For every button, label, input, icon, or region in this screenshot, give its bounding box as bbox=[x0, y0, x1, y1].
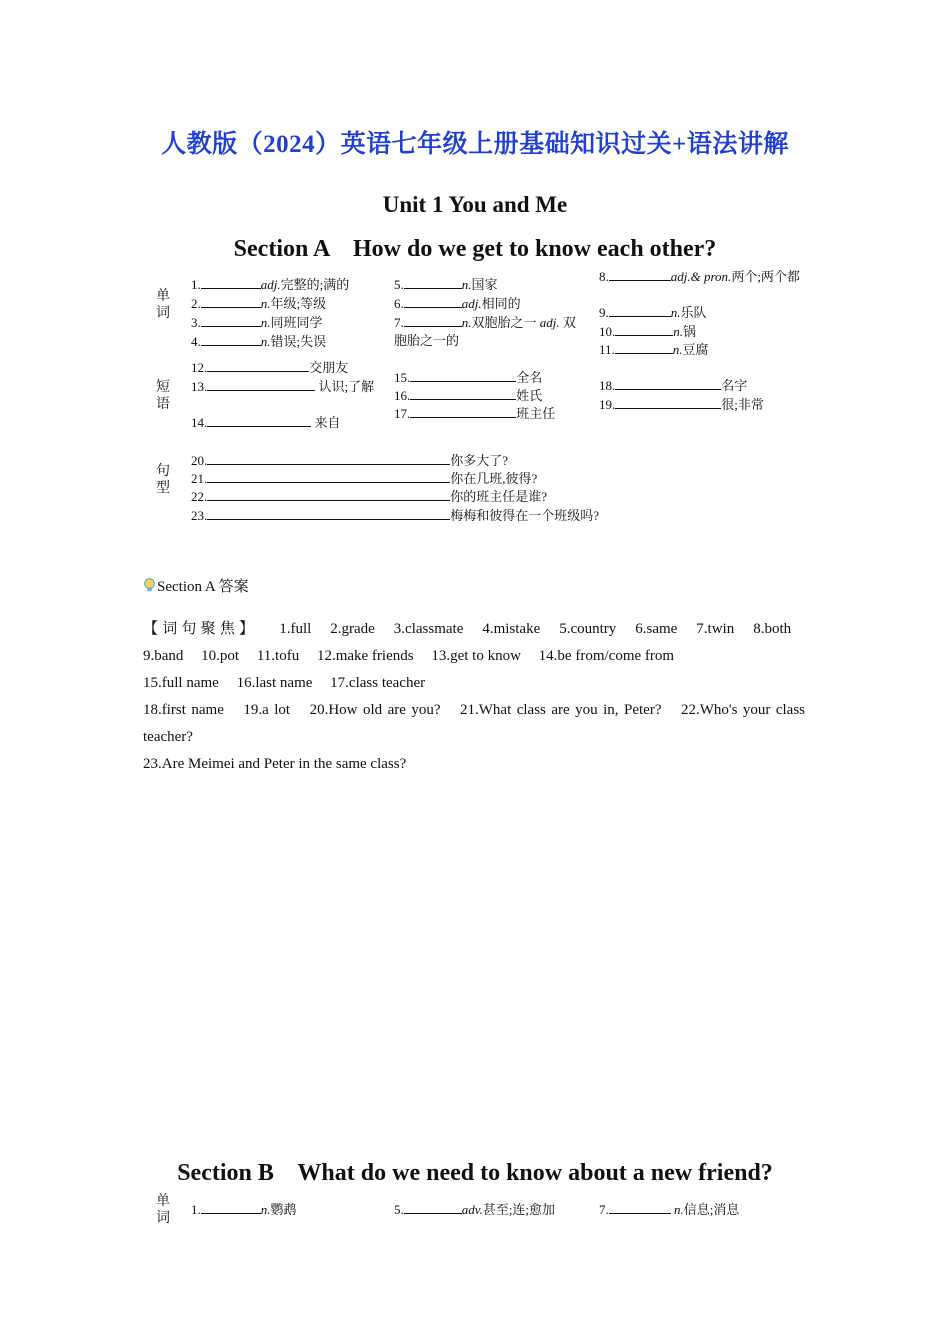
answer-label bbox=[143, 575, 249, 596]
answer-blank[interactable] bbox=[410, 369, 516, 382]
item-number: 1. bbox=[191, 1202, 201, 1217]
item-number: 16. bbox=[394, 388, 411, 403]
item-number: 11. bbox=[599, 342, 615, 357]
part-of-speech: n. bbox=[673, 324, 683, 339]
part-of-speech: n. bbox=[260, 1202, 271, 1217]
word-item bbox=[394, 295, 521, 313]
answer-blank[interactable] bbox=[609, 268, 671, 281]
item-number: 19. bbox=[599, 397, 616, 412]
answer-item: 6.same bbox=[635, 621, 678, 637]
word-item bbox=[191, 333, 326, 351]
part-of-speech: adj. bbox=[461, 296, 482, 311]
answer-blank[interactable] bbox=[201, 314, 261, 327]
answers-block bbox=[143, 616, 805, 778]
item-number: 6. bbox=[394, 296, 404, 311]
answer-item: 14.be from/come from bbox=[538, 648, 675, 664]
phrase-item bbox=[191, 378, 383, 396]
item-number: 20. bbox=[191, 453, 208, 468]
item-number: 1. bbox=[191, 277, 201, 292]
answer-item: 18.first name bbox=[143, 702, 224, 718]
item-number: 5. bbox=[394, 277, 404, 292]
words-label: 单词 bbox=[156, 289, 170, 321]
word-meaning: 完整的;满的 bbox=[280, 277, 350, 292]
answers-heading: 【词句聚焦】 bbox=[143, 621, 259, 637]
answer-item: 19.a lot bbox=[243, 702, 291, 718]
answer-blank[interactable] bbox=[615, 341, 673, 354]
part-of-speech: n. bbox=[674, 1202, 684, 1217]
item-number: 2. bbox=[191, 296, 201, 311]
phrase-meaning: 来自 bbox=[314, 415, 341, 430]
answer-blank[interactable] bbox=[207, 507, 450, 520]
answer-blank[interactable] bbox=[609, 304, 671, 317]
part-of-speech: n. bbox=[670, 305, 681, 320]
phrase-item bbox=[599, 396, 764, 414]
answer-blank[interactable] bbox=[410, 405, 516, 418]
word-meaning: 锅 bbox=[683, 324, 697, 339]
item-number: 7. bbox=[599, 1202, 609, 1217]
answer-blank[interactable] bbox=[201, 295, 261, 308]
phrase-item bbox=[394, 405, 555, 423]
phrase-item bbox=[394, 369, 542, 387]
answer-blank[interactable] bbox=[615, 323, 673, 336]
item-number: 13. bbox=[191, 379, 208, 394]
item-number: 5. bbox=[394, 1202, 404, 1217]
item-number: 9. bbox=[599, 305, 609, 320]
answer-item: 13.get to know bbox=[431, 648, 521, 664]
answer-blank[interactable] bbox=[201, 1201, 261, 1214]
unit-title: Unit 1 You and Me bbox=[382, 192, 568, 217]
word-item bbox=[394, 276, 498, 294]
answer-item: 10.pot bbox=[201, 648, 240, 664]
answer-item: 23.Are Meimei and Peter in the same class? bbox=[143, 756, 407, 772]
word-meaning: 鹦鹉 bbox=[270, 1202, 297, 1217]
word-item bbox=[191, 295, 326, 313]
section-b-title: Section B What do we need to know about a new friend? bbox=[177, 1160, 773, 1186]
word-meaning: 豆腐 bbox=[682, 342, 709, 357]
answer-item: 5.country bbox=[559, 621, 617, 637]
sentence-meaning: 你多大了? bbox=[450, 453, 509, 468]
answer-label-text: Section A 答案 bbox=[157, 579, 249, 595]
answer-blank[interactable] bbox=[201, 333, 261, 346]
word-item bbox=[599, 1201, 739, 1219]
phrase-meaning: 很;非常 bbox=[721, 397, 764, 412]
part-of-speech: n. bbox=[260, 296, 271, 311]
part-of-speech: n. bbox=[461, 277, 472, 292]
answer-item: 9.band bbox=[143, 648, 184, 664]
sentence-item bbox=[191, 488, 547, 506]
word-meaning: 国家 bbox=[471, 277, 498, 292]
answer-blank[interactable] bbox=[207, 470, 450, 483]
answer-item: 17.class teacher bbox=[330, 675, 426, 691]
phrase-meaning: 认识;了解 bbox=[318, 379, 375, 394]
answer-blank[interactable] bbox=[615, 396, 721, 409]
answer-blank[interactable] bbox=[404, 295, 462, 308]
phrases-label: 短语 bbox=[156, 380, 170, 412]
phrase-meaning: 交朋友 bbox=[309, 360, 349, 375]
section-a-title: Section A How do we get to know each other? bbox=[233, 236, 717, 262]
answer-blank[interactable] bbox=[207, 378, 315, 391]
item-number: 15. bbox=[394, 370, 411, 385]
answer-item: 4.mistake bbox=[482, 621, 541, 637]
answer-item: 7.twin bbox=[696, 621, 735, 637]
word-meaning: 双胞胎之一的 bbox=[394, 315, 576, 348]
sentences-label: 句型 bbox=[156, 464, 170, 496]
item-number: 10. bbox=[599, 324, 616, 339]
item-number: 12. bbox=[191, 360, 208, 375]
sentence-item bbox=[191, 507, 599, 525]
phrase-item bbox=[191, 359, 348, 377]
phrase-meaning: 全名 bbox=[516, 370, 543, 385]
word-meaning: 乐队 bbox=[680, 305, 707, 320]
word-item bbox=[394, 314, 586, 350]
answer-blank[interactable] bbox=[207, 359, 309, 372]
phrase-meaning: 姓氏 bbox=[516, 388, 543, 403]
word-meaning: 甚至;连;愈加 bbox=[482, 1202, 556, 1217]
answer-blank[interactable] bbox=[410, 387, 516, 400]
sentence-meaning: 梅梅和彼得在一个班级吗? bbox=[450, 508, 600, 523]
answer-item: 8.both bbox=[753, 621, 792, 637]
answer-item: 22.Who's your class teacher? bbox=[143, 702, 806, 745]
word-meaning: 年级;等级 bbox=[270, 296, 327, 311]
word-item bbox=[191, 314, 323, 332]
word-item bbox=[599, 304, 707, 322]
item-number: 4. bbox=[191, 334, 201, 349]
answer-item: 16.last name bbox=[236, 675, 313, 691]
sentence-item bbox=[191, 452, 508, 470]
part-of-speech: n. bbox=[260, 315, 271, 330]
item-number: 3. bbox=[191, 315, 201, 330]
phrase-item bbox=[191, 414, 341, 432]
sentence-meaning: 你的班主任是谁? bbox=[450, 489, 548, 504]
phrase-meaning: 名字 bbox=[721, 378, 748, 393]
part-of-speech: adv. bbox=[461, 1202, 483, 1217]
answer-item: 21.What class are you in, Peter? bbox=[460, 702, 662, 718]
answer-blank[interactable] bbox=[609, 1201, 671, 1214]
answer-item: 3.classmate bbox=[393, 621, 464, 637]
answer-blank[interactable] bbox=[207, 488, 450, 501]
word-meaning: 相同的 bbox=[481, 296, 521, 311]
answer-blank[interactable] bbox=[404, 314, 462, 327]
word-meaning: 双胞胎之一 bbox=[471, 315, 537, 330]
word-item bbox=[599, 341, 709, 359]
words-label: 单词 bbox=[156, 1194, 170, 1226]
phrase-meaning: 班主任 bbox=[516, 406, 556, 421]
word-item bbox=[599, 323, 696, 341]
answer-blank[interactable] bbox=[207, 452, 450, 465]
part-of-speech: n. bbox=[461, 315, 472, 330]
part-of-speech: adj. bbox=[260, 277, 281, 292]
word-item bbox=[394, 1201, 555, 1219]
word-item bbox=[599, 268, 804, 286]
item-number: 8. bbox=[599, 269, 609, 284]
answer-item: 1.full bbox=[279, 621, 312, 637]
item-number: 7. bbox=[394, 315, 404, 330]
word-item bbox=[191, 276, 349, 294]
document-title: 人教版（2024）英语七年级上册基础知识过关+语法讲解 bbox=[161, 131, 789, 158]
sentence-meaning: 你在几班,彼得? bbox=[450, 471, 538, 486]
word-meaning: 两个;两个都 bbox=[731, 269, 800, 284]
item-number: 22. bbox=[191, 489, 208, 504]
part-of-speech: n. bbox=[260, 334, 271, 349]
answer-item: 15.full name bbox=[143, 675, 219, 691]
answer-blank[interactable] bbox=[201, 276, 261, 289]
part-of-speech: n. bbox=[672, 342, 683, 357]
item-number: 23. bbox=[191, 508, 208, 523]
answer-item: 11.tofu bbox=[256, 648, 300, 664]
word-meaning: 信息;消息 bbox=[683, 1202, 740, 1217]
part-of-speech: adj.& pron. bbox=[670, 269, 732, 284]
answer-blank[interactable] bbox=[404, 276, 462, 289]
phrase-item bbox=[599, 377, 747, 395]
phrase-item bbox=[394, 387, 542, 405]
lightbulb-icon bbox=[143, 578, 156, 593]
answer-item: 12.make friends bbox=[316, 648, 414, 664]
answer-blank[interactable] bbox=[404, 1201, 462, 1214]
item-number: 17. bbox=[394, 406, 411, 421]
item-number: 18. bbox=[599, 378, 616, 393]
item-number: 21. bbox=[191, 471, 208, 486]
sentence-item bbox=[191, 470, 537, 488]
item-number: 14. bbox=[191, 415, 208, 430]
answer-blank[interactable] bbox=[207, 414, 311, 427]
answer-blank[interactable] bbox=[615, 377, 721, 390]
part-of-speech: adj. bbox=[539, 315, 560, 330]
answer-item: 20.How old are you? bbox=[309, 702, 441, 718]
word-meaning: 错误;失误 bbox=[270, 334, 327, 349]
answer-item: 2.grade bbox=[330, 621, 375, 637]
word-item bbox=[191, 1201, 297, 1219]
word-meaning: 同班同学 bbox=[270, 315, 323, 330]
